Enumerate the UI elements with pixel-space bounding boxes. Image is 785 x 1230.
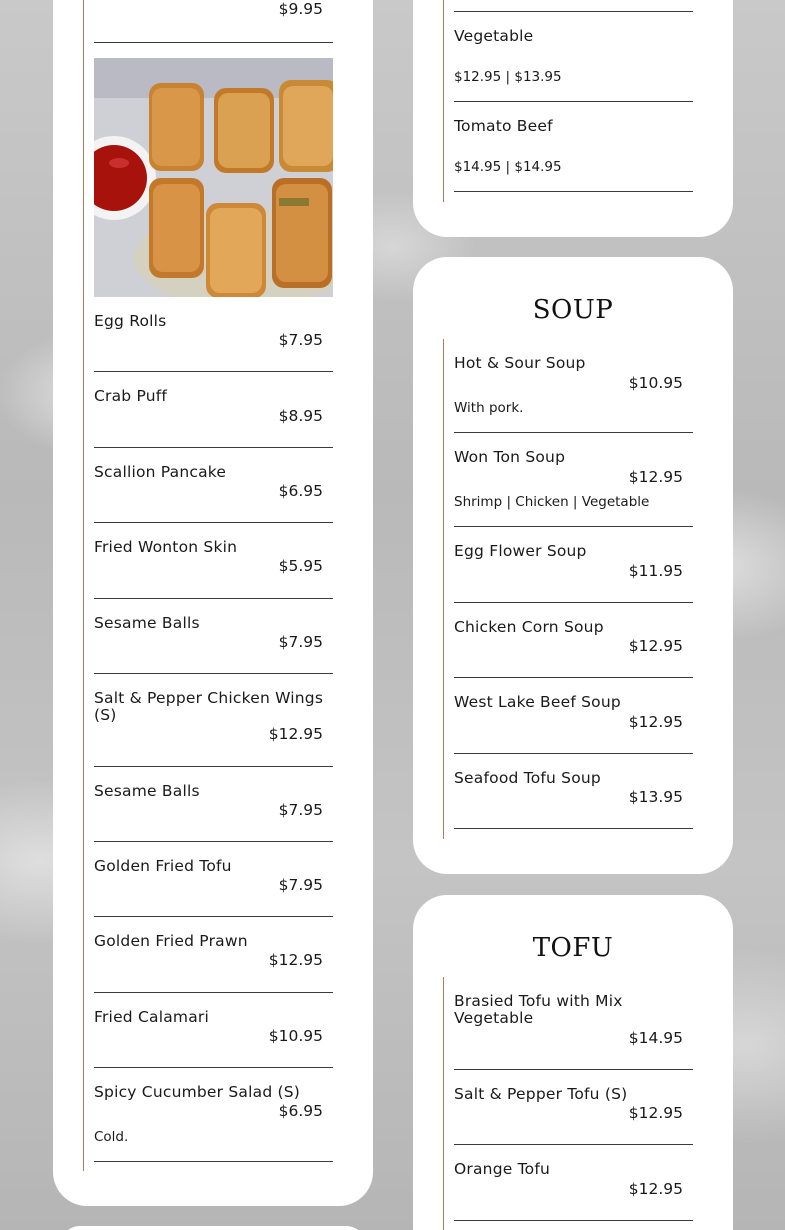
menu-item <box>454 0 693 12</box>
noodles-card <box>413 0 733 237</box>
soup-card <box>413 257 733 874</box>
menu-item[interactable] <box>94 0 333 43</box>
menu-item[interactable] <box>454 449 693 527</box>
item-price: $14.95 | $14.95 <box>454 159 562 175</box>
item-name: Brasied Tofu with Mix Vegetable <box>454 992 623 1027</box>
egg-rolls-photo <box>94 58 333 297</box>
item-price: $12.95 <box>628 637 683 655</box>
item-price: $12.95 | $13.95 <box>454 69 562 85</box>
item-name: Tomato Beef <box>454 117 553 135</box>
item-name: Fried Calamari <box>94 1008 209 1026</box>
item-name: Scallion Pancake <box>94 463 227 481</box>
item-price: $6.95 <box>278 482 323 500</box>
item-description: With pork. <box>454 400 524 416</box>
item-name: Vegetable <box>454 27 534 45</box>
section-title-soup: SOUP <box>532 295 614 325</box>
item-price: $12.95 <box>628 1104 683 1122</box>
tofu-card <box>413 895 733 1230</box>
item-price: $13.95 <box>628 788 683 806</box>
menu-item[interactable] <box>454 1161 693 1221</box>
item-price: $12.95 <box>628 468 683 486</box>
item-description: Shrimp | Chicken | Vegetable <box>454 494 650 510</box>
item-price: $14.95 <box>628 1029 683 1047</box>
item-price: $12.95 <box>268 725 323 743</box>
item-name: Golden Fried Tofu <box>94 857 232 875</box>
item-name: Orange Tofu <box>454 1160 550 1178</box>
item-name: Salt & Pepper Chicken Wings (S) <box>94 689 324 724</box>
menu-item[interactable] <box>94 313 333 372</box>
item-name: Won Ton Soup <box>454 448 566 466</box>
item-price: $10.95 <box>268 1027 323 1045</box>
item-price: $8.95 <box>278 407 323 425</box>
noodles-list <box>443 0 703 202</box>
item-name: Egg Flower Soup <box>454 542 587 560</box>
item-name: Fried Wonton Skin <box>94 538 238 556</box>
menu-item[interactable] <box>454 694 693 754</box>
item-name: Sesame Balls <box>94 782 200 800</box>
item-price: $11.95 <box>628 562 683 580</box>
menu-item[interactable] <box>94 783 333 842</box>
menu-item[interactable] <box>454 993 693 1070</box>
item-price: $6.95 <box>278 1102 323 1120</box>
item-price: $12.95 <box>628 713 683 731</box>
item-name: Hot & Sour Soup <box>454 354 586 372</box>
menu-item[interactable] <box>94 933 333 993</box>
section-title-tofu: TOFU <box>532 933 614 963</box>
item-name: Seafood Tofu Soup <box>454 769 601 787</box>
appetizers-card <box>53 0 373 1206</box>
item-name: Spicy Cucumber Salad (S) <box>94 1083 301 1101</box>
next-card-edge <box>60 1226 366 1230</box>
soup-list <box>443 339 703 839</box>
menu-item[interactable] <box>94 388 333 448</box>
menu-item[interactable] <box>454 28 693 102</box>
item-name: Chicken Corn Soup <box>454 618 604 636</box>
item-name: Crab Puff <box>94 387 168 405</box>
item-price: $7.95 <box>278 876 323 894</box>
item-price: $7.95 <box>278 633 323 651</box>
item-price: $7.95 <box>278 331 323 349</box>
menu-item[interactable] <box>94 1009 333 1068</box>
menu-item[interactable] <box>94 464 333 523</box>
tofu-list <box>443 977 703 1230</box>
item-name: Salt & Pepper Tofu (S) <box>454 1085 628 1103</box>
item-price: $7.95 <box>278 801 323 819</box>
item-price: $12.95 <box>268 951 323 969</box>
menu-item[interactable] <box>454 118 693 192</box>
item-description: Cold. <box>94 1129 129 1145</box>
menu-item[interactable] <box>454 355 693 433</box>
item-name: Sesame Balls <box>94 614 200 632</box>
item-price: $12.95 <box>628 1180 683 1198</box>
egg-rolls-image <box>94 58 333 297</box>
menu-item[interactable] <box>94 1084 333 1162</box>
item-name: Egg Rolls <box>94 312 167 330</box>
menu-item[interactable] <box>454 770 693 829</box>
item-name: West Lake Beef Soup <box>454 693 621 711</box>
menu-item[interactable] <box>94 690 333 767</box>
item-price: $5.95 <box>278 557 323 575</box>
menu-item[interactable] <box>94 539 333 599</box>
item-name: Golden Fried Prawn <box>94 932 248 950</box>
appetizers-list <box>83 0 343 1171</box>
menu-item[interactable] <box>454 1086 693 1145</box>
item-price: $10.95 <box>628 374 683 392</box>
menu-item[interactable] <box>94 858 333 917</box>
menu-item[interactable] <box>454 619 693 678</box>
menu-item[interactable] <box>454 543 693 603</box>
menu-item[interactable] <box>94 615 333 674</box>
item-price: $9.95 <box>278 0 323 18</box>
